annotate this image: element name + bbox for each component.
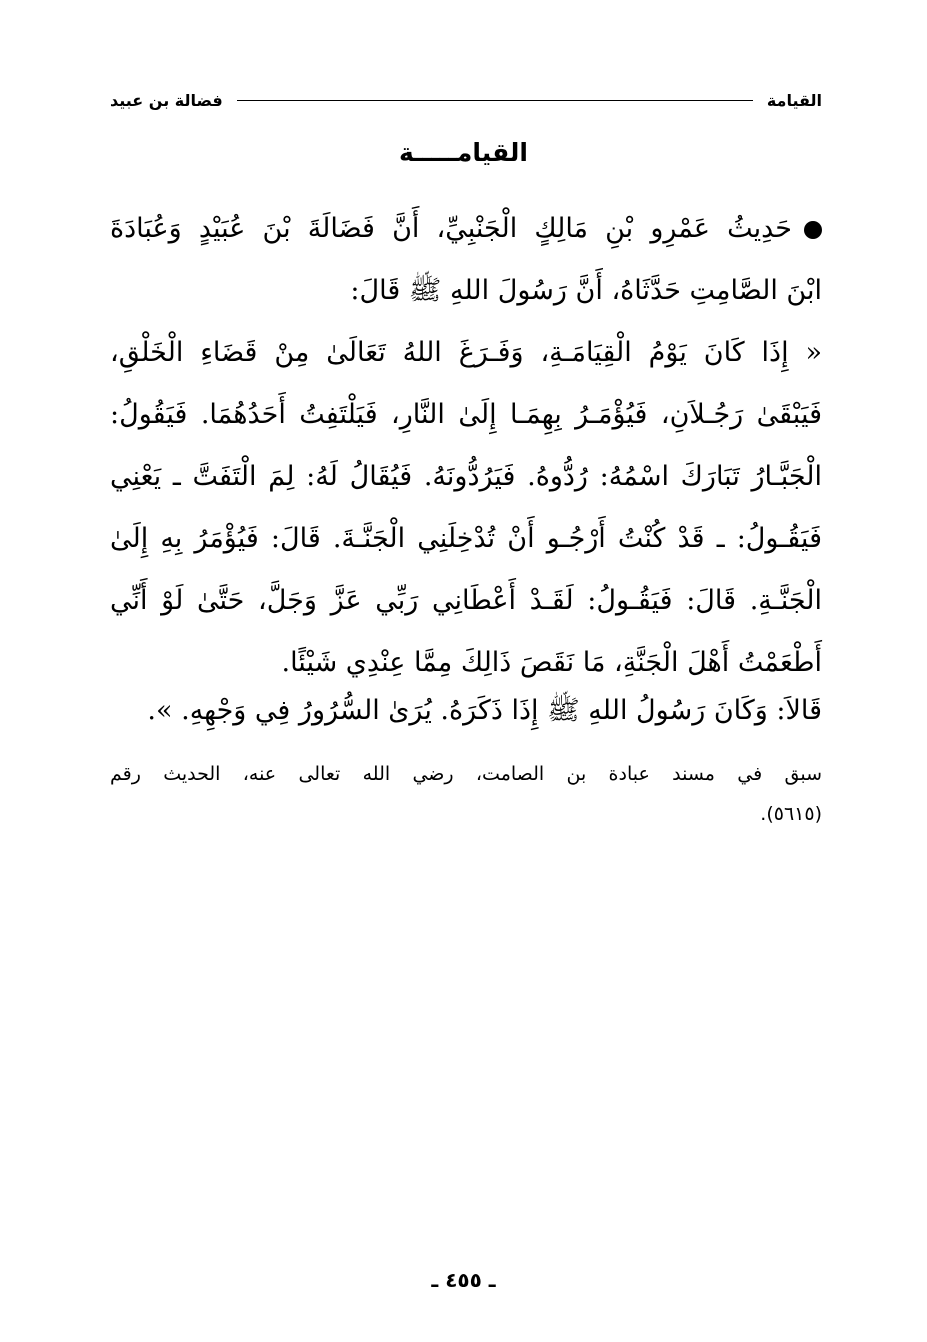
page-number: ـ ٤٥٥ ـ <box>431 1268 496 1292</box>
hadith-line: أَطْعَمْتُ أَهْلَ الْجَنَّةِ، مَا نَقَصَ ذَالِكَ مِمَّا عِنْدِي شَيْئًا. <box>281 647 822 678</box>
header-section-title: القيامة <box>766 90 822 110</box>
closing-line: قَالاَ: وَكَانَ رَسُولُ اللهِ ﷺ إِذَا ذَكَرَهُ. يُرَىٰ السُّرُورُ فِي وَجْهِهِ. ». <box>147 695 822 726</box>
bullet-icon <box>804 221 822 239</box>
footnote-line: (٥٦١٥). <box>760 803 822 825</box>
intro-line: حَدِيثُ عَمْرِو بْنِ مَالِكٍ الْجَنْبِيِّ، أَنَّ فَضَالَةَ بْنَ عُبَيْدٍ وَعُبَادَةَ <box>110 198 822 260</box>
running-header <box>110 86 822 114</box>
header-author-name: فضالة بن عبيد <box>110 90 223 110</box>
hadith-line: فَيَقُـولُ: ـ قَدْ كُنْتُ أَرْجُـو أَنْ تُدْخِلَنِي الْجَنَّـةَ. قَالَ: فَيُؤْمَرُ بِهِ إِلَىٰ <box>110 523 822 554</box>
hadith-intro <box>110 198 822 322</box>
header-rule <box>237 100 753 101</box>
hadith-closing <box>110 680 822 742</box>
footnote-line: سبق في مسند عبادة بن الصامت، رضي الله تعالى عنه، الحديث رقم <box>110 763 822 785</box>
hadith-text <box>110 322 822 694</box>
footnote <box>110 754 822 834</box>
hadith-line: « إِذَا كَانَ يَوْمُ الْقِيَامَـةِ، وَفَـرَغَ اللهُ تَعَالَىٰ مِنْ قَضَاءِ الْخَلْقِ، <box>110 337 822 368</box>
hadith-line: فَيَبْقَىٰ رَجُـلاَنِ، فَيُؤْمَـرُ بِهِمَـا إِلَىٰ النَّارِ، فَيَلْتَفِتُ أَحَدُهُمَا. فَيَقُولُ: <box>110 399 822 430</box>
hadith-line: الْجَبَّـارُ تَبَارَكَ اسْمُهُ: رُدُّوهُ. فَيَرُدُّونَهُ. فَيُقَالُ لَهُ: لِمَ الْتَفَتَّ ـ يَعْنِي <box>110 461 822 492</box>
intro-line: ابْنَ الصَّامِتِ حَدَّثَاهُ، أَنَّ رَسُولَ اللهِ ﷺ قَالَ: <box>350 275 822 306</box>
section-title: القيامـــــة <box>399 138 528 167</box>
hadith-line: الْجَنَّـةِ. قَالَ: فَيَقُـولُ: لَقَـدْ أَعْطَانِي رَبِّي عَزَّ وَجَلَّ، حَتَّىٰ لَوْ أَنِّي <box>110 585 822 616</box>
